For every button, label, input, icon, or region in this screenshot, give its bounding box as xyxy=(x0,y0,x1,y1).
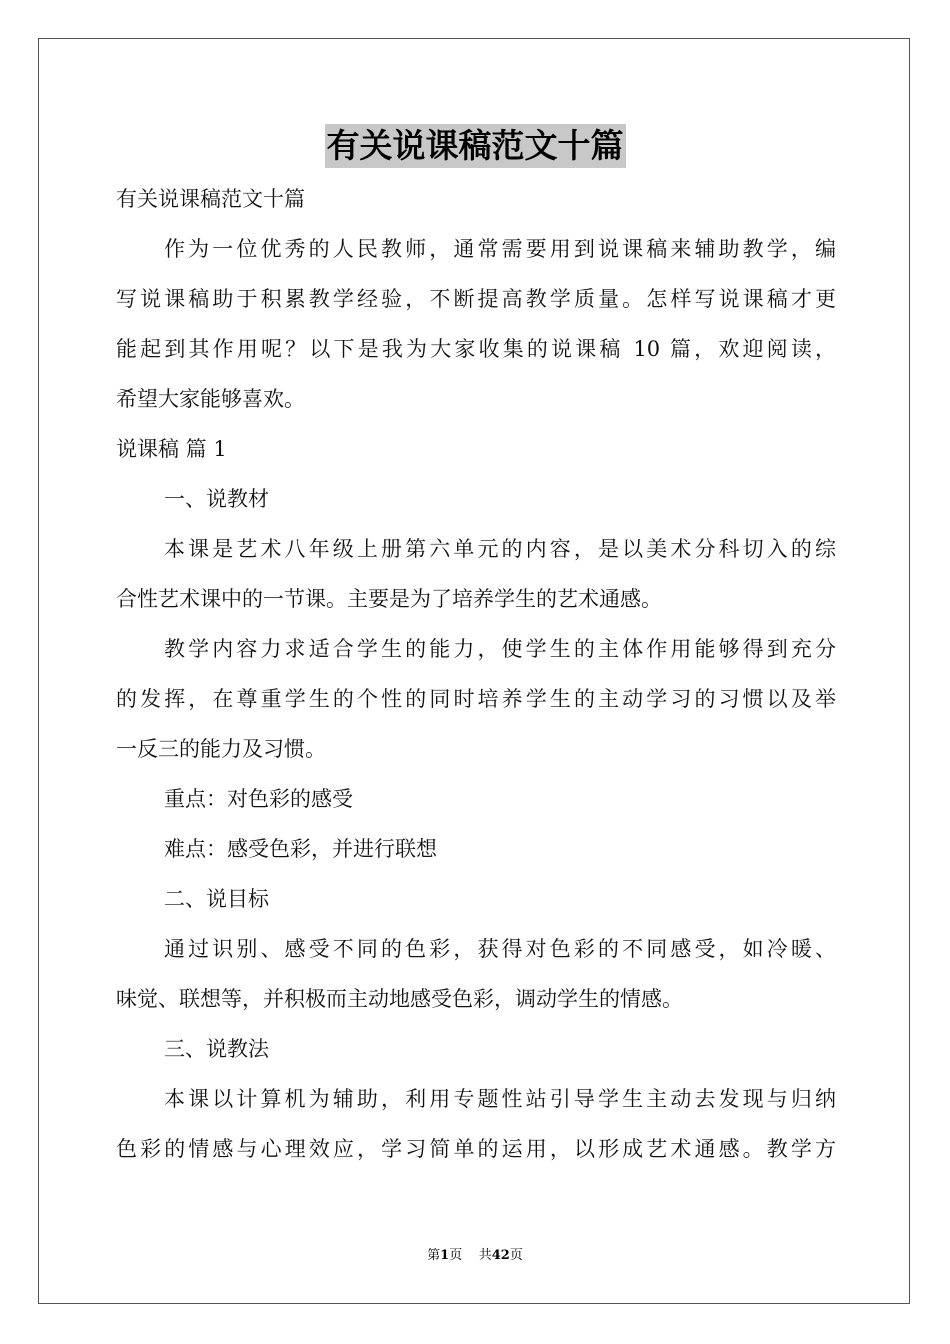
text-line: 难点：感受色彩，并进行联想 xyxy=(164,837,437,861)
text-line: 合性艺术课中的一节课。主要是为了培养学生的艺术通感。 xyxy=(116,587,662,611)
total-label: 共 xyxy=(478,1248,492,1263)
document-body xyxy=(116,174,836,1174)
text-line: 写说课稿助于积累教学经验，不断提高教学质量。怎样写说课稿才更 xyxy=(116,287,836,311)
text-line: 作为一位优秀的人民教师，通常需要用到说课稿来辅助教学，编 xyxy=(164,237,836,261)
page-label: 第 xyxy=(427,1248,441,1263)
total-pages: 42 xyxy=(491,1248,510,1263)
text-line: 色彩的情感与心理效应，学习简单的运用，以形成艺术通感。教学方 xyxy=(116,1137,836,1161)
text-line: 有关说课稿范文十篇 xyxy=(116,187,305,211)
text-line: 能起到其作用呢？以下是我为大家收集的说课稿 10 篇，欢迎阅读， xyxy=(116,337,836,361)
text-line: 一反三的能力及习惯。 xyxy=(116,737,326,761)
total-unit: 页 xyxy=(509,1248,523,1263)
page-footer xyxy=(0,1244,950,1263)
document-title: 有关说课稿范文十篇 xyxy=(325,124,626,168)
text-line: 二、说目标 xyxy=(164,887,269,911)
page-number: 1 xyxy=(440,1248,450,1263)
text-line: 本课以计算机为辅助，利用专题性站引导学生主动去发现与归纳 xyxy=(164,1087,836,1111)
text-line: 说课稿 篇 1 xyxy=(116,437,227,461)
text-line: 的发挥，在尊重学生的个性的同时培养学生的主动学习的习惯以及举 xyxy=(116,687,836,711)
title-container xyxy=(0,124,950,168)
text-line: 希望大家能够喜欢。 xyxy=(116,387,305,411)
text-line: 本课是艺术八年级上册第六单元的内容，是以美术分科切入的综 xyxy=(164,537,836,561)
text-line: 通过识别、感受不同的色彩，获得对色彩的不同感受，如冷暖、 xyxy=(164,937,836,961)
text-line: 味觉、联想等，并积极而主动地感受色彩，调动学生的情感。 xyxy=(116,987,683,1011)
text-line: 三、说教法 xyxy=(164,1037,269,1061)
text-line: 一、说教材 xyxy=(164,487,269,511)
page-unit: 页 xyxy=(449,1248,463,1263)
text-line: 教学内容力求适合学生的能力，使学生的主体作用能够得到充分 xyxy=(164,637,836,661)
text-line: 重点：对色彩的感受 xyxy=(164,787,353,811)
